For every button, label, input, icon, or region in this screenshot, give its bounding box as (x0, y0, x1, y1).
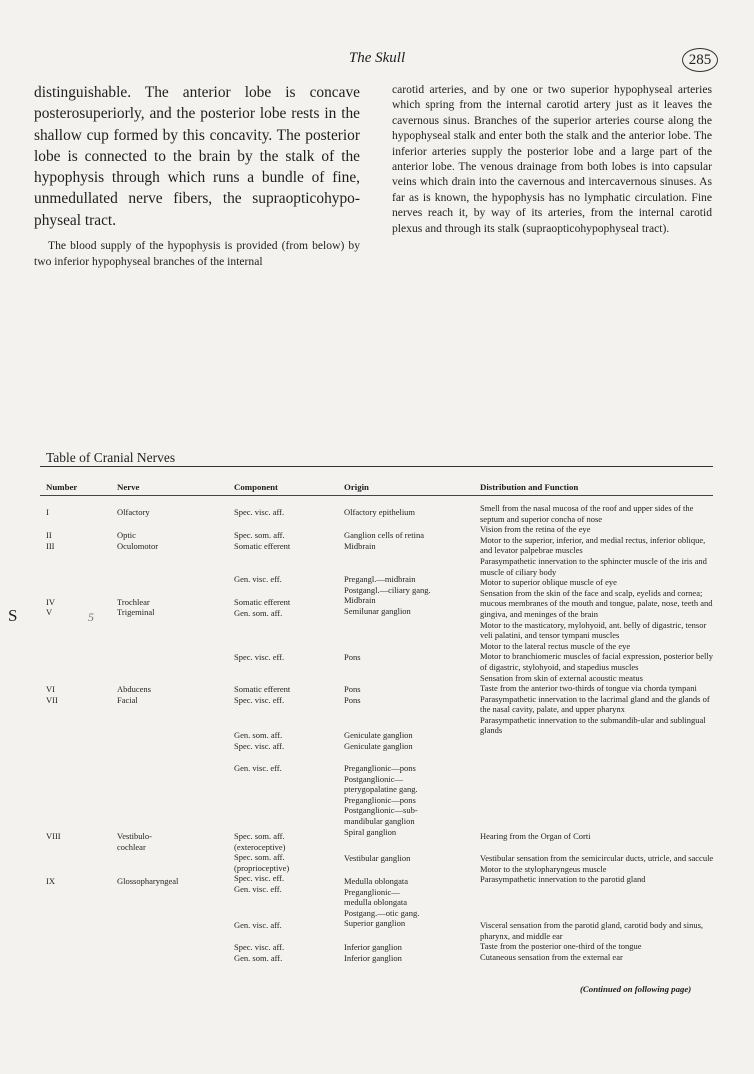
number-cell: IX (46, 876, 55, 886)
distribution-cell: Vestibular sensation from the semicircular ducts, utricle, and saccule Motor to the stylopharyngeus muscle Parasympathetic innervation to the parotid gland (480, 853, 714, 885)
nerve-cell: Oculomotor (117, 541, 159, 551)
running-head: The Skull (348, 50, 406, 66)
origin-cell: Inferior ganglion Inferior ganglion (344, 942, 402, 963)
component-cell: Somatic efferent Gen. som. aff. (234, 597, 291, 618)
table-top-rule (40, 466, 713, 467)
number-cell: VII (46, 695, 58, 705)
pencil-mark: 5 (88, 610, 94, 624)
component-cell: Gen. visc. eff. (234, 763, 282, 773)
component-cell: Gen. visc. eff. (234, 574, 282, 584)
number-cell: III (46, 541, 55, 551)
origin-cell: Geniculate ganglion Geniculate ganglion (344, 730, 413, 751)
origin-cell: Pons Pons (344, 684, 361, 705)
nerve-cell: Glossopharyngeal (117, 876, 179, 886)
page-number: 285 (682, 48, 718, 72)
origin-cell: Ganglion cells of retina Midbrain (344, 530, 425, 551)
origin-cell: Vestibular ganglion (344, 853, 411, 863)
header-number: Number (46, 482, 78, 492)
header-component: Component (234, 482, 278, 492)
nerve-cell: Abducens (117, 684, 151, 694)
nerve-cell: Olfactory (117, 507, 150, 517)
number-cell: VIII (46, 831, 61, 841)
distribution-cell: Hearing from the Organ of Corti (480, 831, 591, 841)
continued-note: (Continued on following page) (580, 984, 692, 994)
left-column (34, 82, 360, 271)
right-paragraph: carotid arteries, and by one or two superior hypophyseal arteries which spring from the internal carotid artery just as it leaves the cavernous sinus. Branches of the superior arteries course along the hypophyseal stalk and enter both the stalk and the anterior lobe. The inferior arteries supply the posterior lobe and a large part of the anterior lobe. The venous drainage from both lobes is into capsular veins which drain into the cavernous and intercavernous sinuses. As far as is known, the hypophysis has no lymphatic circulation. Fine nerves reach it, by way of its arteries, from the internal carotid plexus and through its stalk (supraopticohypophyseal tract). (392, 83, 712, 235)
number-cell: IV (46, 597, 55, 607)
number-cell: V (46, 607, 53, 617)
component-cell: Spec. som. aff. Somatic efferent (234, 530, 291, 551)
number-cell: II (46, 530, 52, 540)
right-column (392, 82, 712, 236)
distribution-cell: Visceral sensation from the parotid gland, carotid body and sinus, pharynx, and middle ear Taste from the posterior one-third of the tongue Cutaneous sensation from the external ear (480, 920, 704, 962)
number-cell: VI (46, 684, 55, 694)
component-cell: Gen. visc. aff. (234, 920, 282, 930)
origin-cell: Pons (344, 652, 361, 662)
component-cell: Spec. visc. aff. Gen. som. aff. (234, 942, 285, 963)
header-origin: Origin (344, 482, 369, 492)
nerve-cell: Trochlear (117, 597, 150, 607)
component-cell: Spec. som. aff. (exteroceptive) Spec. som. aff. (proprioceptive) Spec. visc. eff. Gen. visc. eff. (234, 831, 290, 894)
nerve-cell: Trigeminal (117, 607, 155, 617)
number-cell: I (46, 507, 49, 517)
origin-cell: Medulla oblongata Preganglionic— medulla oblongata Postgang.—otic gang. Superior ganglion (344, 876, 420, 929)
component-cell: Somatic efferent Spec. visc. eff. (234, 684, 291, 705)
origin-cell: Preganglionic—pons Postganglionic— pterygopalatine gang. Preganglionic—pons Postganglionic—sub- mandibular ganglion Spiral ganglion (344, 763, 418, 837)
header-nerve: Nerve (117, 482, 140, 492)
table-header-rule (40, 495, 713, 496)
left-lead-paragraph: distinguishable. The anterior lobe is concave posterosuperiorly, and the posterior lobe rests in the shallow cup formed by this concavity. The posterior lobe is connected to the brain by the stalk of the hypophysis through which runs a bundle of fine, unmedullated nerve fibers, the supraopticohypo-physeal tract. (34, 84, 360, 229)
component-cell: Spec. visc. aff. (234, 507, 285, 517)
origin-cell: Olfactory epithelium (344, 507, 416, 517)
component-cell: Spec. visc. eff. (234, 652, 285, 662)
origin-cell: Pregangl.—midbrain Postgangl.—ciliary gang. Midbrain Semilunar ganglion (344, 574, 431, 616)
margin-letter: S (8, 606, 18, 625)
nerve-cell: Optic (117, 530, 136, 540)
header-distribution: Distribution and Function (480, 482, 579, 492)
distribution-cell: Smell from the nasal mucosa of the roof and upper sides of the septum and superior concha of nose Vision from the retina of the eye Motor to the superior, inferior, and medial rectus, inferior oblique, and levator palpebrae muscles Parasympathetic innervation to the sphincter muscle of the iris and muscle of ciliary body Motor to superior oblique muscle of eye Sensation from the skin of the face and scalp, eyelids and cornea; mucous membranes of the mouth and tongue, palate, nose, teeth and gingiva, and meninges of the brain Motor to the masticatory, mylohyoid, ant. belly of digastric, tensor veli palatini, and tensor tympani muscles Motor to the lateral rectus muscle of the eye Motor to branchiomeric muscles of facial expression, posterior belly of digastric, stylohyoid, and stapedius muscles Sensation from skin of external acoustic meatus Taste from the anterior two-thirds of tongue via chorda tympani Parasympathetic innervation to the lacrimal gland and the glands of the nasal cavity, palate, and upper pharynx Parasympathetic innervation to the submandib-ular and sublingual glands (480, 503, 713, 736)
left-second-paragraph: The blood supply of the hypophysis is provided (from below) by two inferior hypophyseal branches of the internal (34, 239, 360, 269)
nerve-cell: Vestibulo- cochlear (117, 831, 152, 852)
nerve-cell: Facial (117, 695, 138, 705)
table-title: Table of Cranial Nerves (46, 450, 176, 465)
component-cell: Gen. som. aff. Spec. visc. aff. (234, 730, 285, 751)
